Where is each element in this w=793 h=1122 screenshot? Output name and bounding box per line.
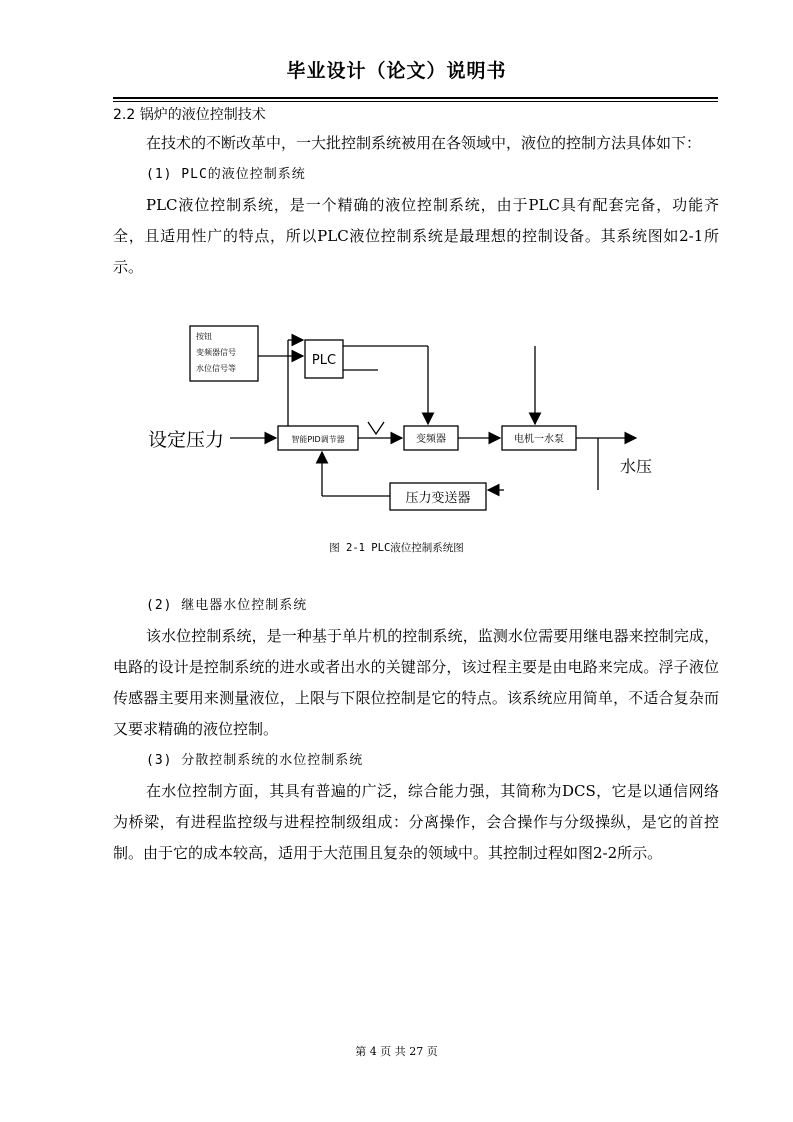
dcs-subheading: (3) 分散控制系统的水位控制系统 bbox=[146, 753, 364, 768]
relay-paragraph: 该水位控制系统，是一种基于单片机的控制系统，监测水位需要用继电器来控制完成，电路的设计是控制系统的进水或者出水的关键部分，该过程主要是由电路来完成。浮子液位传感器主要用来测量液位，上限与下限位控制是它的特点。该系统应用简单，不适合复杂而又要求精确的液位控制。 bbox=[113, 627, 719, 738]
input-line3: 水位信号等 bbox=[196, 364, 236, 373]
intro-paragraph: 在技术的不断改革中，一大批控制系统被用在各领域中，液位的控制方法具体如下： bbox=[146, 134, 702, 152]
relay-subheading: (2) 继电器水位控制系统 bbox=[146, 598, 308, 613]
water-pressure-label: 水压 bbox=[620, 457, 653, 476]
pid-label: 智能PID调节器 bbox=[291, 435, 345, 444]
plc-label: PLC bbox=[311, 353, 337, 368]
document-header: 毕业设计（论文）说明书 bbox=[286, 60, 507, 82]
plc-system-diagram bbox=[140, 318, 660, 518]
setpoint-label: 设定压力 bbox=[148, 429, 225, 451]
header-rule-thin bbox=[113, 101, 718, 102]
input-line1: 按钮 bbox=[196, 332, 212, 341]
transmitter-label: 压力变送器 bbox=[405, 491, 471, 506]
figure-caption: 图 2-1 PLC液位控制系统图 bbox=[329, 542, 464, 554]
input-line2: 变频器信号 bbox=[196, 348, 236, 357]
section-heading: 2.2 锅炉的液位控制技术 bbox=[113, 107, 266, 123]
vfd-label: 变频器 bbox=[416, 434, 446, 445]
pump-label: 电机一水泵 bbox=[514, 434, 564, 445]
page-footer: 第 4 页 共 27 页 bbox=[355, 1045, 438, 1058]
dcs-paragraph: 在水位控制方面，其具有普遍的广泛，综合能力强，其简称为DCS，它是以通信网络为桥梁，有进程监控级与进程控制级组成：分离操作，会合操作与分级操纵，是它的首控制。由于它的成本较高，适用于大范围且复杂的领域中。其控制过程如图2-2所示。 bbox=[113, 782, 719, 862]
plc-paragraph: PLC液位控制系统，是一个精确的液位控制系统，由于PLC具有配套完备，功能齐全，且适用性广的特点，所以PLC液位控制系统是最理想的控制设备。其系统图如2-1所示。 bbox=[113, 196, 719, 276]
header-rule bbox=[113, 97, 718, 99]
plc-subheading: (1) PLC的液位控制系统 bbox=[146, 167, 306, 182]
